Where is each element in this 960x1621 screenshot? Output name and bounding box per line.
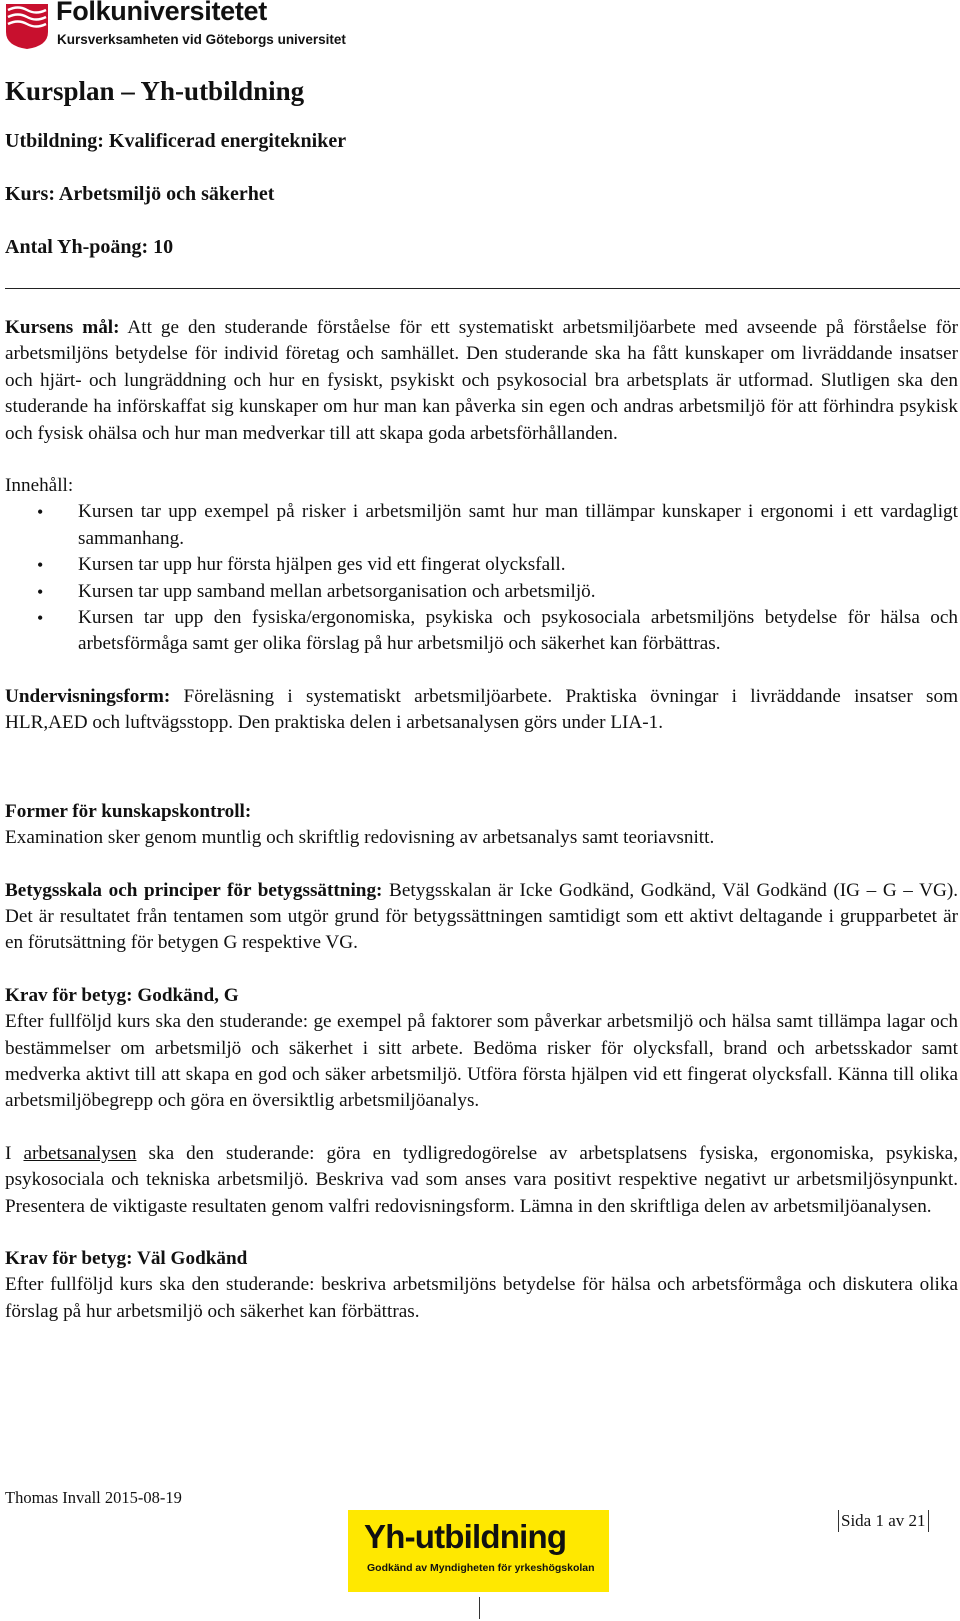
assessment-label: Former för kunskapskontroll: [5,800,252,822]
text-cursor [479,1597,480,1619]
goals-text: Att ge den studerande förståelse för ett systematiskt arbetsmiljöarbete med avseende på förståelse för arbetsmiljöns betydelse för individ företag och samhället. Den studerande ska ha fått kunskaper om livräddande insatser och hjärt- och lungräddning och hur en fysiskt, psykiskt och psykosocial bra arbetsplats är utformad. Slutligen ska den studerande ha införskaffat sig kunskaper om hur man kan påverka sin egen och andras arbetsmiljö för att förhindra psykisk och fysisk ohälsa och hur man medverkar till att skapa goda arbetsförhållanden. [5,317,958,444]
distinction-label: Krav för betyg: Väl Godkänd [5,1247,248,1269]
content-label: Innehåll: [5,475,74,497]
yh-utbildning-logo [348,1510,609,1592]
teaching-section [5,684,958,737]
bullet-icon: • [37,502,44,523]
list-item: • Kursen tar upp den fysiska/ergonomiska, psykiska och psykosociala arbetsmiljöns betydelse för hälsa och arbetsförmåga samt ger olika förslag på hur arbetsmiljö och säkerhet kan förbättras. [37,607,958,655]
list-item: • Kursen tar upp exempel på risker i arbetsmiljön samt hur man tillämpar kunskaper i ergonomi i ett vardagligt sammanhang. [37,501,958,549]
pass-text: Efter fullföljd kurs ska den studerande: ge exempel på faktorer som påverkar arbetsmiljö och hälsa samt tillämpa lagar och bestämmelser om arbetsmiljö och säkerhet i sitt arbete. Bedöma risker för olycksfall, brand och arbetsskador samt medverka aktivt till att skapa en god och säker arbetsmiljö. Utföra första hjälpen vid ett fingerat olycksfall. Känna till olika arbetsmiljöbegrepp och göra en översiktlig arbetsmiljöanalys. [5,1011,958,1112]
content-list [5,499,958,657]
points-line: Antal Yh-poäng: 10 [5,236,174,258]
grading-section [5,878,958,957]
list-item: • Kursen tar upp samband mellan arbetsorganisation och arbetsmiljö. [5,579,958,605]
pass-label: Krav för betyg: Godkänd, G [5,984,239,1006]
list-item: • Kursen tar upp hur första hjälpen ges vid ett fingerat olycksfall. [5,552,958,578]
analysis-text: ska den studerande: göra en tydligredogörelse av arbetsplatsens fysiska, ergonomiska, psykiska, psykosociala och tekniska arbetsmiljö. Beskriva vad som anses vara positivt respektive negativt ur arbetsmiljösynpunkt. Presentera de viktigaste resultaten genom valfri redovisningsform. Lämna in den skriftliga delen av arbetsmiljöanalysen. [5,1142,958,1217]
footer-author-date: Thomas Invall 2015-08-19 [5,1488,182,1507]
bullet-icon: • [37,581,44,602]
analysis-section: I arbetsanalysen ska den studerande: göra en tydligredogörelse av arbetsplatsens fysiska, ergonomiska, psykiska, psykosociala och tekniska arbetsmiljö. Beskriva vad som anses vara positivt respektive negativt ur arbetsmiljösynpunkt. Presentera de viktigaste resultaten genom valfri redovisningsform. Lämna in den skriftliga delen av arbetsmiljöanalysen. [5,1142,958,1217]
org-name: Folkuniversitetet [56,0,267,26]
goals-label: Kursens mål: [5,317,120,338]
grading-label: Betygsskala och principer för betygssättning: [5,879,383,901]
page-title: Kursplan – Yh-utbildning [5,76,305,106]
bullet-icon: • [37,555,44,576]
org-subtitle: Kursverksamheten vid Göteborgs universitet [57,32,346,47]
analysis-link[interactable]: arbetsanalysen [23,1142,137,1164]
grading-text: Betygsskalan är Icke Godkänd, Godkänd, Väl Godkänd (IG – G – VG). Det är resultatet från tentamen som utgör grund för betygssättningen samtidigt som ett aktivt deltagande i grupparbetet är en förutsättning för betygen G respektive VG. [5,879,959,954]
page-number: Sida 1 av 21 [838,1510,929,1532]
divider [5,288,960,289]
goals-section [5,315,958,447]
education-line: Utbildning: Kvalificerad energitekniker [5,130,347,152]
folkuniversitetet-logo [4,2,364,52]
document-body [5,74,958,1325]
teaching-text: Föreläsning i systematiskt arbetsmiljöarbete. Praktiska övningar i livräddande insatser som HLR,AED och luftvägsstopp. Den praktiska delen i arbetsanalysen görs under LIA-1. [5,685,958,734]
yh-logo-subtitle: Godkänd av Myndigheten för yrkeshögskolan [367,1562,595,1574]
folkuniversitetet-emblem-icon [4,2,50,50]
distinction-text: Efter fullföljd kurs ska den studerande: beskriva arbetsmiljöns betydelse för hälsa och arbetsförmåga och diskutera olika förslag på hur arbetsmiljö och säkerhet kan förbättras. [5,1274,958,1322]
course-line: Kurs: Arbetsmiljö och säkerhet [5,183,275,205]
assessment-text: Examination sker genom muntlig och skriftlig redovisning av arbetsanalys samt teoriavsnitt. [5,827,715,849]
teaching-label: Undervisningsform: [5,685,171,707]
bullet-icon: • [37,608,44,629]
yh-logo-title: Yh-utbildning [364,1518,567,1555]
